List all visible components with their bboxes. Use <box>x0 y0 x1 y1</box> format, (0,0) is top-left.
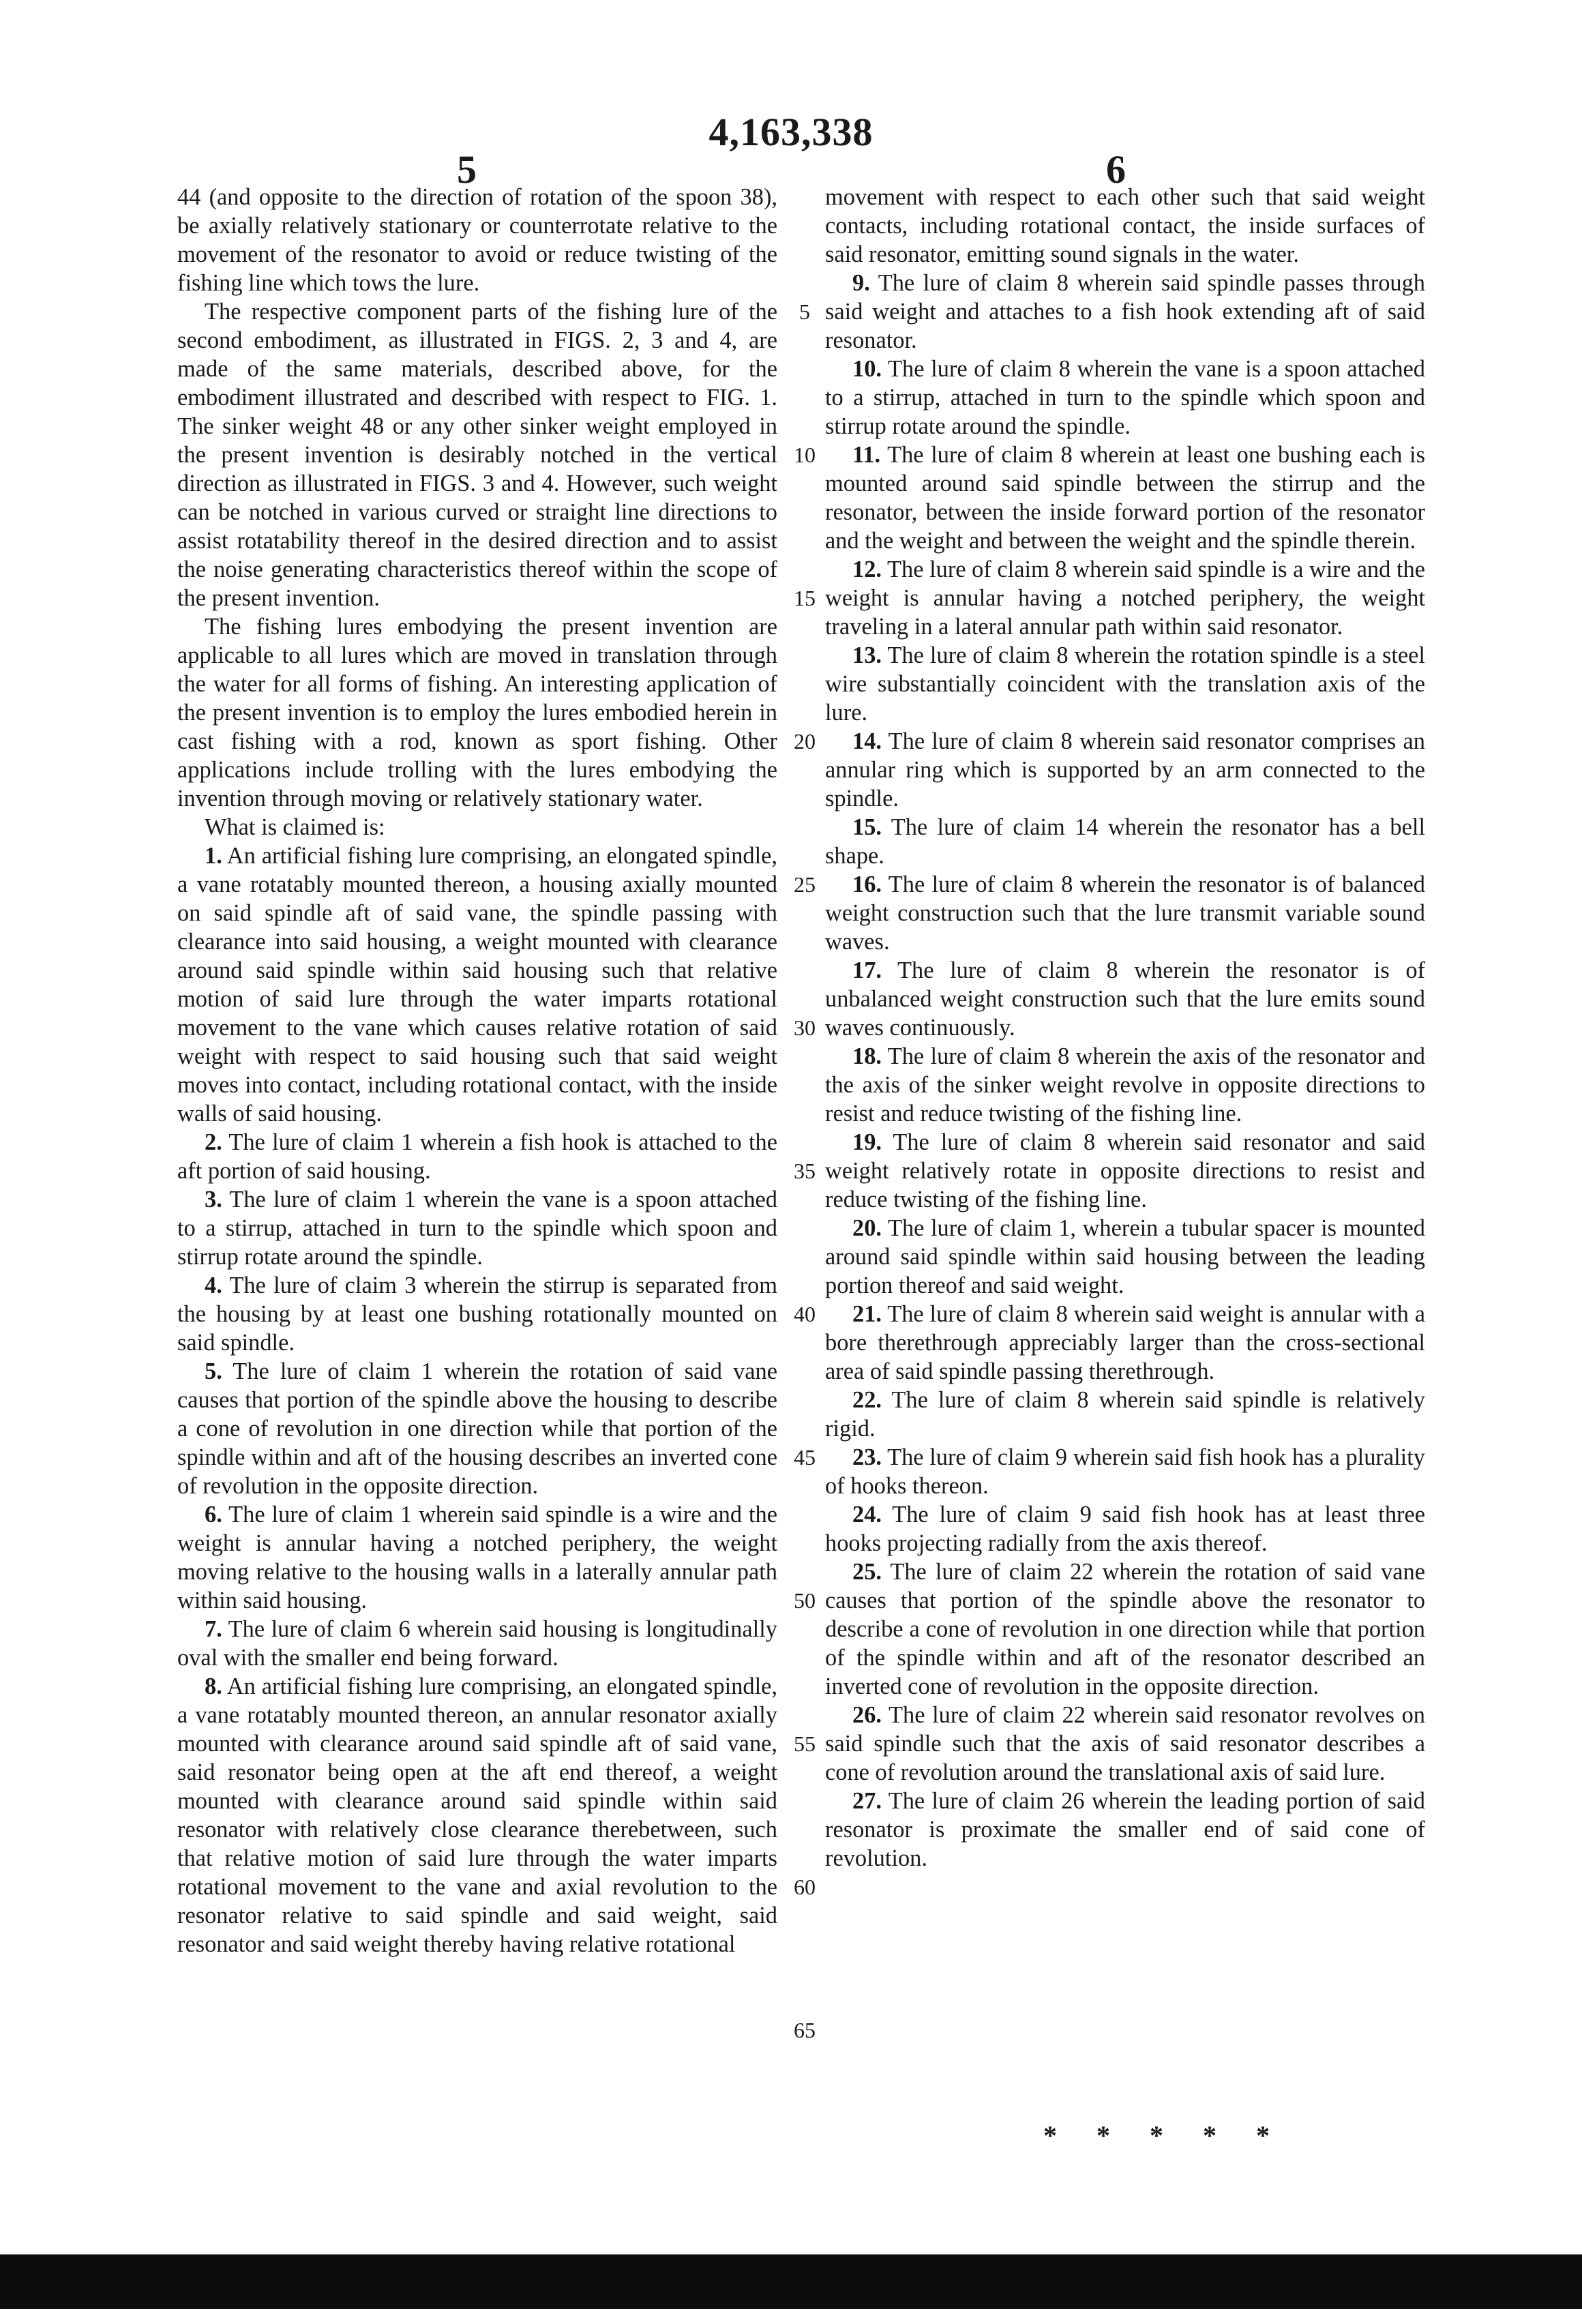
paragraph-text: The lure of claim 8 wherein said spindle is relatively rigid. <box>825 1387 1426 1442</box>
claim-number: 9. <box>852 270 870 296</box>
claim-paragraph <box>825 269 1425 355</box>
scan-edge-bar <box>0 2254 1582 2309</box>
claim-number: 21. <box>852 1301 882 1327</box>
claim-paragraph <box>177 1357 777 1500</box>
line-number: 35 <box>794 1159 816 1183</box>
claim-paragraph <box>825 1042 1425 1128</box>
paragraph-text: An artificial fishing lure comprising, an elongated spindle, a vane rotatably mounted thereon, a housing axially mounted on said spindle aft of said vane, the spindle passing with clearance into said housing, a weight mounted with clearance around said spindle within said housing such that relative motion of said lure through the water imparts rotational movement to the vane which causes relative rotation of said weight with respect to said housing such that said weight moves into contact, including rotational contact, with the inside walls of said housing. <box>177 843 777 1127</box>
claim-paragraph <box>825 1300 1425 1386</box>
claim-number: 20. <box>852 1215 882 1241</box>
line-number: 30 <box>794 1015 816 1040</box>
claim-paragraph <box>825 555 1425 641</box>
paragraph-text: The lure of claim 8 wherein at least one bushing each is mounted around said spindle between the stirrup and the resonator, between the inside forward portion of the resonator and the weight and between the weight and the spindle therein. <box>825 442 1425 554</box>
paragraph-text: The lure of claim 8 wherein the axis of the resonator and the axis of the sinker weight revolve in opposite directions to resist and reduce twisting of the fishing line. <box>825 1043 1425 1127</box>
paragraph-text: The lure of claim 6 wherein said housing is longitudinally oval with the smaller end being forward. <box>177 1616 777 1671</box>
claim-paragraph <box>177 841 777 1128</box>
claim-paragraph <box>825 441 1425 555</box>
claim-number: 19. <box>852 1129 882 1155</box>
claim-paragraph <box>825 1128 1425 1214</box>
claim-number: 13. <box>852 642 882 668</box>
line-number: 15 <box>794 586 816 610</box>
claim-number: 15. <box>852 814 882 840</box>
line-number: 65 <box>794 2018 816 2042</box>
continued-paragraph <box>825 183 1425 269</box>
paragraph-text: The lure of claim 8 wherein the rotation spindle is a steel wire substantially coincident with the translation axis of the lure. <box>825 642 1425 726</box>
paragraph-text: The lure of claim 1 wherein the rotation of said vane causes that portion of the spindle above the housing to describe a cone of revolution in one direction while that portion of the spindle within and aft of the housing describes an inverted cone of revolution in the opposite direction. <box>177 1358 777 1499</box>
paragraph-text: The lure of claim 3 wherein the stirrup is separated from the housing by at least one bushing rotationally mounted on said spindle. <box>177 1272 777 1356</box>
paragraph-text: The respective component parts of the fishing lure of the second embodiment, as illustrated in FIGS. 2, 3 and 4, are made of the same materials, described above, for the embodiment illustrated and described with respect to FIG. 1. The sinker weight 48 or any other sinker weight employed in the present invention is desirably notched in the vertical direction as illustrated in FIGS. 3 and 4. However, such weight can be notched in various curved or straight line directions to assist rotatability thereof in the desired direction and to assist the noise generating characteristics thereof within the scope of the present invention. <box>177 299 777 611</box>
paragraph-text: The lure of claim 8 wherein the resonator is of unbalanced weight construction such that the lure emits sound waves continuously. <box>825 957 1425 1041</box>
claim-number: 8. <box>205 1673 222 1699</box>
claim-paragraph <box>825 1443 1425 1500</box>
body-paragraph <box>177 297 777 612</box>
claim-number: 1. <box>205 843 222 869</box>
claim-paragraph <box>177 1672 777 1958</box>
paragraph-text: The lure of claim 8 wherein the resonator is of balanced weight construction such that the lure transmit variable sound waves. <box>825 872 1425 955</box>
claim-number: 6. <box>205 1502 222 1528</box>
claim-number: 12. <box>852 556 882 582</box>
claim-paragraph <box>825 813 1425 870</box>
claim-number: 27. <box>852 1788 882 1814</box>
claim-paragraph <box>825 727 1425 813</box>
end-of-document-mark: * * * * * <box>1043 2120 1286 2151</box>
claim-number: 17. <box>852 957 882 983</box>
paragraph-text: The lure of claim 8 wherein said spindle is a wire and the weight is annular having a notched periphery, the weight traveling in a lateral annular path within said resonator. <box>825 556 1425 640</box>
claim-number: 23. <box>852 1444 882 1470</box>
continued-paragraph <box>177 183 777 297</box>
claim-number: 7. <box>205 1616 222 1642</box>
body-paragraph <box>177 612 777 813</box>
claim-number: 11. <box>852 442 881 468</box>
claim-paragraph <box>825 1500 1425 1558</box>
claim-number: 16. <box>852 872 882 897</box>
right-text-column <box>825 183 1425 1873</box>
paragraph-text: The lure of claim 14 wherein the resonator has a bell shape. <box>825 814 1425 869</box>
claim-number: 3. <box>205 1187 222 1212</box>
paragraph-text: An artificial fishing lure comprising, an elongated spindle, a vane rotatably mounted thereon, an annular resonator axially mounted with clearance around said spindle aft of said vane, said resonator being open at the aft end thereof, a weight mounted with clearance around said spindle within said resonator with relatively close clearance therebetween, such that relative motion of said lure through the water imparts rotational movement to the vane and axial revolution to the resonator relative to said spindle and said weight, said resonator and said weight thereby having relative rotational <box>177 1673 777 1957</box>
claim-paragraph <box>825 355 1425 441</box>
claim-paragraph <box>825 1558 1425 1701</box>
paragraph-text: The lure of claim 1 wherein said spindle is a wire and the weight is annular having a notched periphery, the weight moving relative to the housing walls in a laterally annular path within said housing. <box>177 1502 777 1613</box>
body-paragraph <box>177 813 777 841</box>
paragraph-text: The lure of claim 22 wherein said resonator revolves on said spindle such that the axis of said resonator describes a cone of revolution around the translational axis of said lure. <box>825 1702 1425 1785</box>
paragraph-text: The lure of claim 8 wherein said resonator and said weight relatively rotate in opposite directions to resist and reduce twisting of the fishing line. <box>825 1129 1425 1212</box>
claim-paragraph <box>177 1615 777 1672</box>
page-number-right: 6 <box>1106 147 1126 192</box>
claim-paragraph <box>825 641 1425 727</box>
line-number: 55 <box>794 1731 816 1756</box>
claim-paragraph <box>825 1386 1425 1443</box>
paragraph-text: The lure of claim 1, wherein a tubular spacer is mounted around said spindle within said housing between the leading portion thereof and said weight. <box>825 1215 1425 1298</box>
claim-number: 4. <box>205 1272 222 1298</box>
claim-paragraph <box>825 956 1425 1042</box>
claim-number: 22. <box>852 1387 882 1413</box>
paragraph-text: 44 (and opposite to the direction of rotation of the spoon 38), be axially relatively stationary or counterrotate relative to the movement of the resonator to avoid or reduce twisting of the fishing line which tows the lure. <box>177 184 777 296</box>
paragraph-text: The lure of claim 9 said fish hook has at least three hooks projecting radially from the axis thereof. <box>825 1502 1425 1556</box>
paragraph-text: The lure of claim 8 wherein said weight is annular with a bore therethrough appreciably larger than the cross-sectional area of said spindle passing therethrough. <box>825 1301 1425 1384</box>
line-number: 45 <box>794 1445 816 1470</box>
paragraph-text: The lure of claim 26 wherein the leading portion of said resonator is proximate the smaller end of said cone of revolution. <box>825 1788 1425 1871</box>
paragraph-text: The lure of claim 1 wherein the vane is a spoon attached to a stirrup, attached in turn to the spindle which spoon and stirrup rotate around the spindle. <box>177 1187 777 1270</box>
claim-number: 18. <box>852 1043 882 1069</box>
paragraph-text: The lure of claim 8 wherein said resonator comprises an annular ring which is supported by an arm connected to the spindle. <box>825 728 1425 811</box>
claim-number: 26. <box>852 1702 882 1728</box>
line-number-gutter <box>784 183 825 2160</box>
page-number-left: 5 <box>457 147 477 192</box>
paragraph-text: The lure of claim 9 wherein said fish hook has a plurality of hooks thereon. <box>825 1444 1425 1499</box>
line-number: 20 <box>794 729 816 754</box>
line-number: 5 <box>799 299 810 324</box>
claim-paragraph <box>177 1185 777 1271</box>
line-number: 50 <box>794 1588 816 1613</box>
claim-paragraph <box>825 1701 1425 1787</box>
claim-number: 14. <box>852 728 882 754</box>
claim-paragraph <box>177 1128 777 1185</box>
paragraph-text: The lure of claim 22 wherein the rotation of said vane causes that portion of the spindle above the resonator to describe a cone of revolution in one direction while that portion of the spindle within and aft of the resonator described an inverted cone of revolution in the opposite direction. <box>825 1559 1425 1699</box>
claim-paragraph <box>825 1214 1425 1300</box>
claim-number: 24. <box>852 1502 882 1528</box>
paragraph-text: The lure of claim 1 wherein a fish hook is attached to the aft portion of said housing. <box>177 1129 777 1184</box>
line-number: 25 <box>794 872 816 897</box>
claim-number: 25. <box>852 1559 882 1585</box>
left-text-column <box>177 183 777 1958</box>
patent-number: 4,163,338 <box>708 110 874 154</box>
paragraph-text: What is claimed is: <box>205 814 385 840</box>
line-number: 40 <box>794 1302 816 1326</box>
paragraph-text: The fishing lures embodying the present invention are applicable to all lures which are moved in translation through the water for all forms of fishing. An interesting application of the present invention is to employ the lures embodied herein in cast fishing with a rod, known as sport fishing. Other applications include trolling with the lures embodying the invention through moving or relatively stationary water. <box>177 614 777 811</box>
line-number: 10 <box>794 443 816 467</box>
paragraph-text: The lure of claim 8 wherein the vane is a spoon attached to a stirrup, attached in turn to the spindle which spoon and stirrup rotate around the spindle. <box>825 356 1425 439</box>
claim-paragraph <box>177 1500 777 1615</box>
claim-number: 10. <box>852 356 882 382</box>
claim-paragraph <box>825 1787 1425 1873</box>
claim-number: 5. <box>205 1358 222 1384</box>
paragraph-text: movement with respect to each other such that said weight contacts, including rotational contact, the inside surfaces of said resonator, emitting sound signals in the water. <box>825 184 1425 267</box>
claim-paragraph <box>177 1271 777 1357</box>
paragraph-text: The lure of claim 8 wherein said spindle passes through said weight and attaches to a fish hook extending aft of said resonator. <box>825 270 1426 353</box>
line-number: 60 <box>794 1875 816 1899</box>
claim-number: 2. <box>205 1129 222 1155</box>
claim-paragraph <box>825 870 1425 956</box>
